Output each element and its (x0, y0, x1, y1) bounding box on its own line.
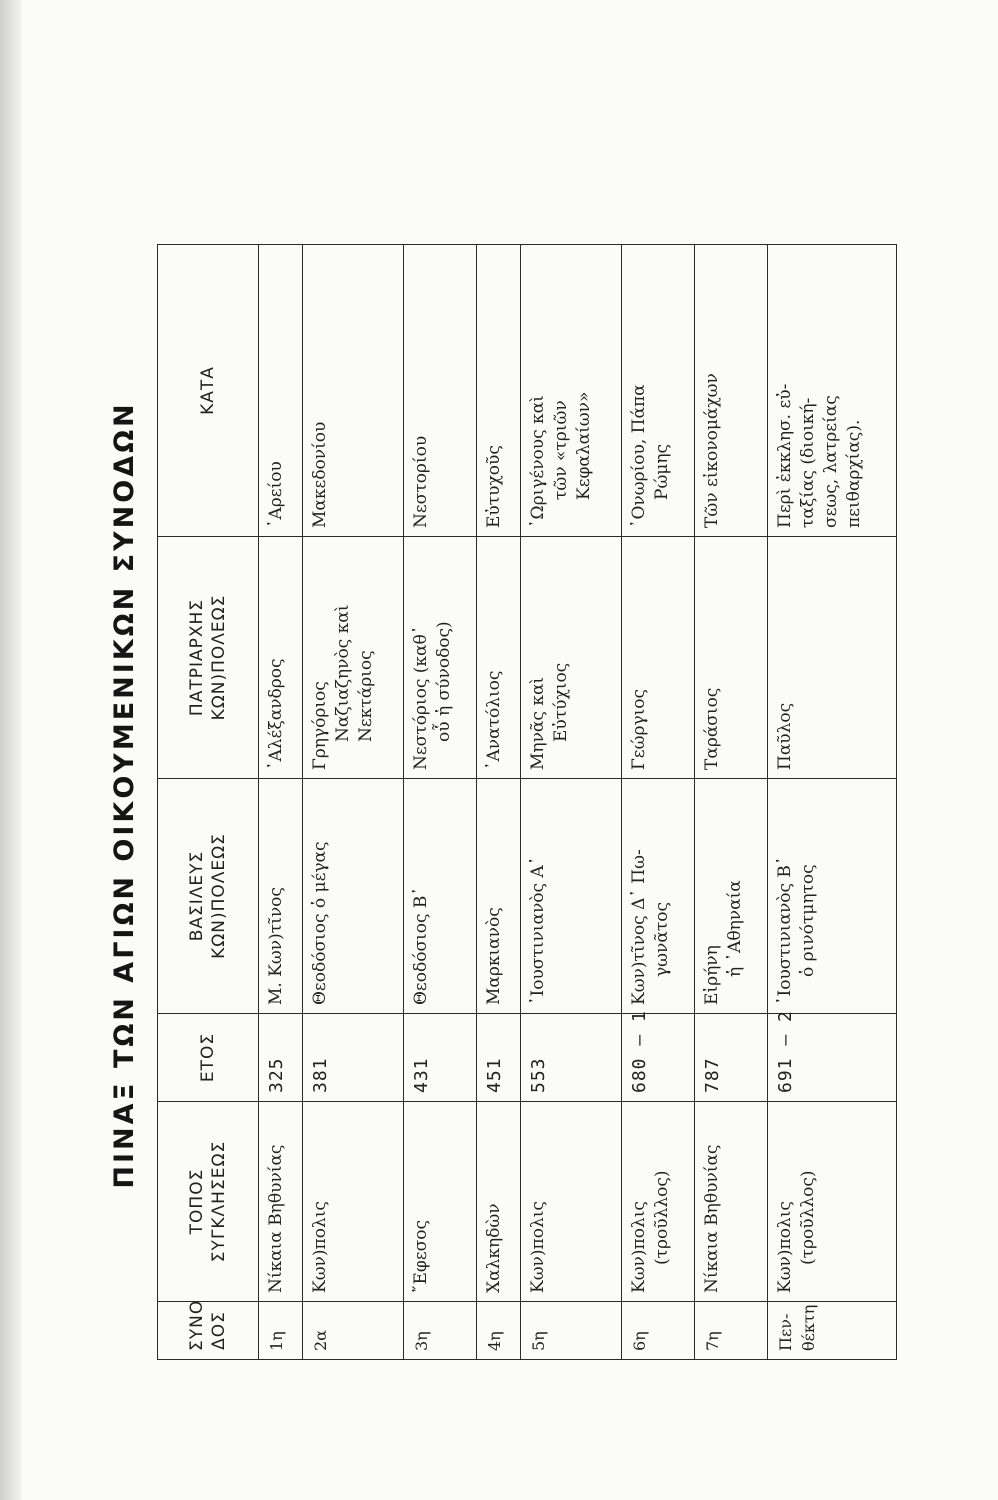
against-text: Εὐτυχοῦς (483, 445, 504, 528)
place-cell (303, 1102, 404, 1302)
against-cell (476, 245, 520, 537)
against-text: Ρώμης (652, 443, 673, 500)
synod-number: 4η (484, 1331, 504, 1351)
header-line: ΚΩΝ)ΠΟΛΕΩΣ (209, 594, 229, 721)
year-cell (521, 1014, 622, 1102)
patriarch-text: Ναζιαζηνὸς καὶ (333, 604, 354, 742)
year-cell (259, 1014, 303, 1102)
place-cell (694, 1102, 767, 1302)
patriarch-text: ᾽Ανατόλιος (483, 670, 504, 770)
year-cell (622, 1010, 695, 1102)
header-line: ΣΥΝΟ (187, 1299, 207, 1351)
patriarch-cell (694, 537, 767, 779)
header-line: ΒΑΣΙΛΕΥΣ (187, 850, 207, 942)
place-cell (404, 1102, 477, 1302)
patriarch-cell (622, 537, 695, 779)
emperor-cell (259, 779, 303, 1014)
place-cell (259, 1102, 303, 1302)
patriarch-text: ᾽Αλέξανδρος (266, 658, 286, 770)
synods-table (157, 244, 897, 1360)
synod-number: 1η (267, 1331, 286, 1351)
against-text: τῶν «τριῶν (551, 400, 572, 500)
year-cell (694, 1014, 767, 1102)
table-row (521, 245, 622, 1360)
against-text: Μακεδονίου (310, 421, 331, 528)
against-cell (694, 245, 767, 537)
year-text: 431 (411, 1057, 433, 1093)
header-line: ΠΑΤΡΙΑΡΧΗΣ (187, 598, 207, 717)
emperor-text: Κων)τῖνος Δ᾽ Πω- (629, 849, 650, 1005)
patriarch-text: Μηνᾶς καὶ (528, 676, 549, 770)
place-text: ῎Εφεσος (411, 1220, 432, 1293)
patriarch-text: οὗ ἡ σύνοδος) (434, 621, 455, 742)
synod-number-cell (767, 1302, 896, 1360)
patriarch-text: Γεώργιος (629, 688, 650, 770)
against-cell (622, 245, 695, 537)
header-place (158, 1102, 259, 1302)
header-line: ΚΩΝ)ΠΟΛΕΩΣ (209, 833, 229, 959)
table-row (476, 245, 520, 1360)
year-text: 680 — 1 (629, 1010, 651, 1093)
table-row (694, 245, 767, 1360)
emperor-cell (303, 779, 404, 1014)
place-text: Κων)πολις (629, 1201, 650, 1293)
year-cell (476, 1014, 520, 1102)
emperor-text: ἡ ᾽Αθηναία (724, 880, 745, 977)
synod-number-cell (694, 1302, 767, 1360)
place-text: Νίκαια Βηθυνίας (266, 1144, 286, 1293)
patriarch-text: Εὐτύχιος (551, 662, 572, 742)
emperor-cell (694, 779, 767, 1014)
synod-number-cell (259, 1302, 303, 1360)
header-line: ΤΟΠΟΣ (187, 1168, 207, 1235)
place-text: Κων)πολις (774, 1201, 795, 1293)
patriarch-text: Ταράσιος (701, 687, 722, 770)
table-row (303, 245, 404, 1360)
header-patriarch (158, 537, 259, 779)
against-text: ᾽Αρείου (266, 461, 286, 528)
place-text: (τροῦλλος) (797, 1170, 818, 1265)
table-row (767, 245, 896, 1360)
year-text: 553 (528, 1057, 550, 1093)
emperor-text: Μαρκιανὸς (483, 907, 504, 1005)
header-line: ΣΥΓΚΛΗΣΕΩΣ (209, 1140, 229, 1263)
patriarch-text: Παῦλος (774, 702, 795, 770)
year-text: 451 (483, 1057, 505, 1093)
against-text: ταξίας (διοική- (797, 397, 818, 528)
place-text: Χαλκηδὼν (483, 1203, 504, 1293)
synod-number-cell (404, 1302, 477, 1360)
against-cell (767, 245, 896, 537)
place-text: Κων)πολις (310, 1201, 331, 1293)
place-cell (767, 1102, 896, 1302)
synod-number: 3η (412, 1331, 432, 1351)
year-text: 325 (266, 1057, 287, 1093)
against-cell (303, 245, 404, 537)
patriarch-cell (259, 537, 303, 779)
header-line: ΕΤΟΣ (198, 1032, 218, 1083)
patriarch-text: Νεκτάριος (356, 650, 377, 742)
header-line: ΚΑΤΑ (198, 366, 218, 415)
place-text: Κων)πολις (528, 1201, 549, 1293)
emperor-text: ᾽Ιουστινιανὸς Α᾽ (528, 856, 549, 1005)
synod-number-cell (476, 1302, 520, 1360)
year-text: 787 (701, 1057, 723, 1093)
page-title: ΠΙΝΑΞ ΤΩΝ ΑΓΙΩΝ ΟΙΚΟΥΜΕΝΙΚΩΝ ΣΥΝΟΔΩΝ (109, 401, 140, 1189)
against-text: ᾽Ονωρίου, Πάπα (629, 384, 650, 528)
year-text: 691 — 2 (774, 1010, 796, 1093)
against-text: Περὶ ἐκκλησ. εὐ- (774, 383, 795, 528)
header-year (158, 1014, 259, 1102)
emperor-cell (622, 779, 695, 1014)
year-cell (767, 1010, 896, 1102)
synod-number: θέκτη (798, 1304, 818, 1351)
header-emperor (158, 779, 259, 1014)
synod-number: 2α (311, 1330, 331, 1351)
against-text: Νεστορίου (411, 435, 432, 528)
year-text: 381 (310, 1057, 332, 1093)
book-spine-shadow (0, 0, 22, 1500)
emperor-cell (404, 779, 477, 1014)
emperor-text: Θεοδόσιος ὁ μέγας (310, 841, 331, 1005)
synod-number: 6η (630, 1331, 650, 1351)
patriarch-cell (303, 537, 404, 779)
emperor-cell (767, 779, 896, 1014)
patriarch-cell (476, 537, 520, 779)
against-text: πειθαρχίας). (843, 419, 864, 528)
place-text: Νίκαια Βηθυνίας (701, 1144, 722, 1293)
emperor-text: ὁ ρινότμητος (797, 864, 818, 977)
place-cell (476, 1102, 520, 1302)
emperor-cell (521, 779, 622, 1014)
against-cell (404, 245, 477, 537)
place-text: (τροῦλλος) (652, 1170, 673, 1265)
emperor-cell (476, 779, 520, 1014)
header-synod (158, 1299, 259, 1360)
synod-number-cell (303, 1302, 404, 1360)
table-row (404, 245, 477, 1360)
patriarch-cell (404, 537, 477, 779)
emperor-text: Μ. Κων)τῖνος (266, 887, 286, 1005)
patriarch-cell (521, 537, 622, 779)
against-cell (521, 245, 622, 537)
table-row (622, 245, 695, 1360)
table-row (259, 245, 303, 1360)
place-cell (521, 1102, 622, 1302)
rotated-table-block (95, 210, 955, 1380)
year-cell (303, 1014, 404, 1102)
synod-number-cell (521, 1302, 622, 1360)
against-cell (259, 245, 303, 537)
patriarch-text: Γρηγόριος (310, 681, 331, 770)
header-against (158, 245, 259, 537)
against-text: σεως, λατρείας (820, 395, 841, 528)
emperor-text: ᾽Ιουστινιανὸς Β᾽ (774, 856, 795, 1005)
emperor-text: Εἰρήνη (701, 945, 722, 1005)
emperor-text: Θεοδόσιος Β᾽ (411, 887, 432, 1005)
place-cell (622, 1102, 695, 1302)
table-header-row (158, 245, 259, 1360)
against-text: Κεφαλαίων» (574, 391, 595, 500)
header-line: ΔΟΣ (209, 1311, 229, 1350)
synod-number: 5η (529, 1331, 549, 1351)
emperor-text: γωνᾶτος (652, 902, 673, 977)
synod-number: 7η (702, 1331, 722, 1351)
patriarch-text: Νεστόριος (καθ᾽ (411, 625, 432, 770)
against-text: ᾽Ωριγένους καὶ (528, 395, 549, 528)
synod-number-cell (622, 1302, 695, 1360)
year-cell (404, 1014, 477, 1102)
synod-number: Πεν- (775, 1313, 795, 1351)
patriarch-cell (767, 537, 896, 779)
against-text: Τῶν εἰκονομάχων (701, 373, 722, 528)
